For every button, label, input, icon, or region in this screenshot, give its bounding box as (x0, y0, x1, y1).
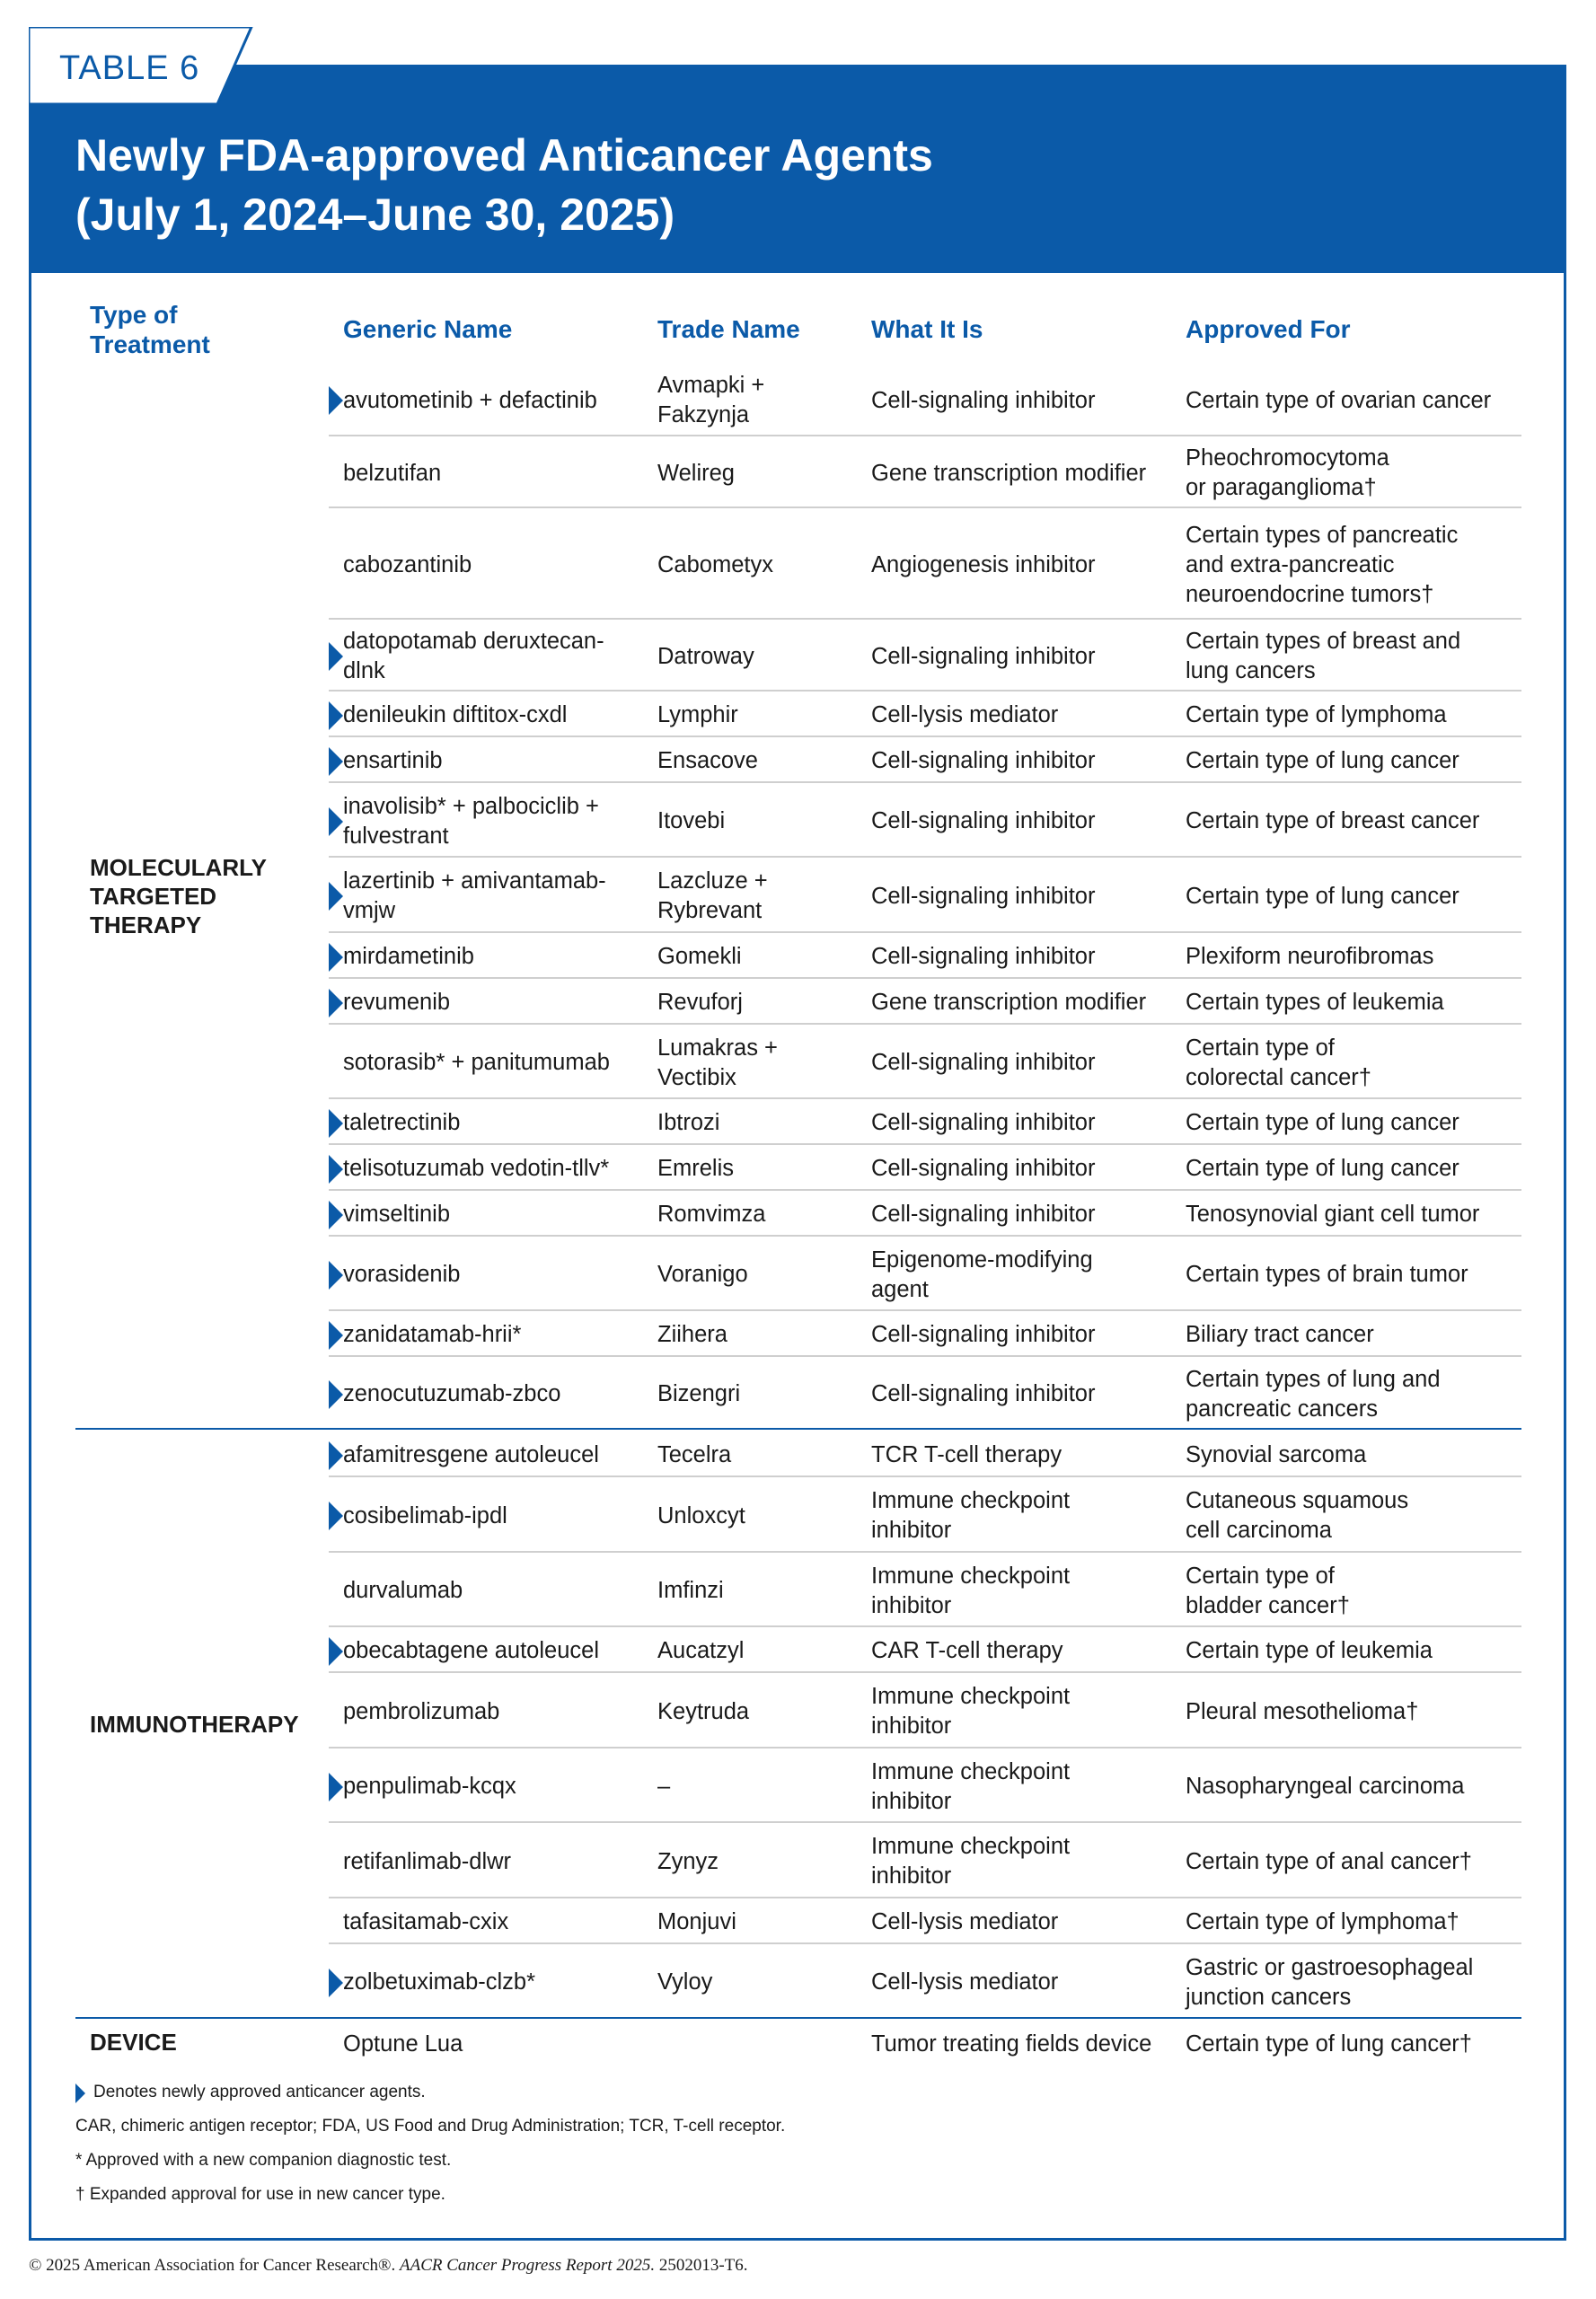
generic-name-cell: taletrectinib (343, 1110, 461, 1135)
generic-name-cell: vimseltinib (343, 1202, 451, 1227)
trade-name-cell: Avmapki + Fakzynja (657, 373, 765, 427)
trade-name-cell: Imfinzi (657, 1578, 724, 1603)
generic-name-cell: sotorasib* + panitumumab (343, 1050, 610, 1075)
trade-name-cell: Emrelis (657, 1156, 735, 1181)
trade-name-cell: Gomekli (657, 944, 742, 969)
footnote-dagger: † Expanded approval for use in new cancer type. (75, 2185, 445, 2204)
title-line-1: Newly FDA-approved Anticancer Agents (75, 130, 933, 181)
approved-for-cell: Certain type of lymphoma (1186, 702, 1447, 727)
new-agent-marker-icon (329, 1155, 343, 1184)
approved-for-cell: Certain type of lung cancer (1186, 883, 1459, 909)
what-it-is-cell: Immune checkpoint inhibitor (871, 1488, 1071, 1543)
trade-name-cell: Zynyz (657, 1848, 719, 1874)
generic-name-cell: tafasitamab-cxix (343, 1909, 509, 1934)
what-it-is-cell: CAR T-cell therapy (871, 1638, 1063, 1663)
new-agent-marker-icon (329, 1261, 343, 1290)
footnote-asterisk: * Approved with a new companion diagnostic test. (75, 2151, 452, 2170)
title-line-2: (July 1, 2024–June 30, 2025) (75, 189, 675, 240)
new-agent-marker-icon (329, 1441, 343, 1470)
table-row (329, 1240, 1521, 1311)
table-row (329, 2024, 1521, 2065)
what-it-is-cell: Cell-signaling inhibitor (871, 387, 1096, 413)
approved-for-cell: Certain type of colorectal cancer† (1186, 1035, 1371, 1090)
what-it-is-cell: Immune checkpoint inhibitor (871, 1758, 1071, 1814)
table-row (329, 1481, 1521, 1553)
what-it-is-cell: Cell-signaling inhibitor (871, 808, 1096, 833)
what-it-is-cell: Cell-signaling inhibitor (871, 1050, 1096, 1075)
what-it-is-cell: Cell-signaling inhibitor (871, 1110, 1096, 1135)
trade-name-cell: Romvimza (657, 1202, 766, 1227)
approved-for-cell: Plexiform neurofibromas (1186, 944, 1434, 969)
table-tab-label: TABLE 6 (59, 49, 200, 87)
new-agent-marker-icon (329, 747, 343, 776)
approved-for-cell: Tenosynovial giant cell tumor (1186, 1202, 1480, 1227)
trade-name-cell: Ibtrozi (657, 1110, 720, 1135)
generic-name-cell: zenocutuzumab-zbco (343, 1381, 561, 1406)
trade-name-cell: Welireg (657, 460, 735, 486)
what-it-is-cell: Cell-signaling inhibitor (871, 1381, 1096, 1406)
header-what-it-is: What It Is (871, 315, 983, 343)
table-row (329, 1361, 1521, 1428)
table-row (329, 1194, 1521, 1237)
new-agent-marker-icon (329, 1773, 343, 1801)
footnote-abbreviations: CAR, chimeric antigen receptor; FDA, US Food and Drug Administration; TCR, T-cell receptor. (75, 2117, 786, 2136)
table-row (329, 440, 1521, 508)
approved-for-cell: Certain types of breast and lung cancers (1186, 629, 1461, 683)
trade-name-cell: Ensacove (657, 748, 758, 773)
generic-name-cell: belzutifan (343, 460, 442, 486)
new-agent-marker-icon (329, 386, 343, 415)
approved-for-cell: Biliary tract cancer (1186, 1322, 1374, 1347)
trade-name-cell: Lumakras + Vectibix (657, 1035, 778, 1090)
table-row (329, 366, 1521, 436)
table-row (329, 861, 1521, 933)
approved-for-cell: Nasopharyngeal carcinoma (1186, 1774, 1465, 1799)
generic-name-cell: cabozantinib (343, 551, 472, 577)
table-tab (29, 27, 253, 106)
what-it-is-cell: Cell-lysis mediator (871, 1909, 1059, 1934)
page-title (75, 126, 933, 244)
approved-for-cell: Certain type of breast cancer (1186, 808, 1480, 833)
trade-name-cell: Itovebi (657, 808, 726, 833)
what-it-is-cell: Cell-signaling inhibitor (871, 748, 1096, 773)
what-it-is-cell: Gene transcription modifier (871, 460, 1147, 486)
new-agent-marker-icon (329, 989, 343, 1017)
table-row (329, 1149, 1521, 1191)
footnote-marker: Denotes newly approved anticancer agents. (93, 2083, 426, 2101)
what-it-is-cell: Immune checkpoint inhibitor (871, 1834, 1071, 1889)
trade-name-cell: Vyloy (657, 1969, 713, 1995)
what-it-is-cell: Cell-signaling inhibitor (871, 944, 1096, 969)
generic-name-cell: zanidatamab-hrii* (343, 1322, 522, 1347)
new-agent-marker-icon (329, 807, 343, 836)
generic-name-cell: telisotuzumab vedotin-tllv* (343, 1156, 610, 1181)
header-approved-for: Approved For (1186, 315, 1351, 343)
approved-for-cell: Synovial sarcoma (1186, 1442, 1367, 1467)
what-it-is-cell: TCR T-cell therapy (871, 1442, 1063, 1467)
table-row (329, 623, 1521, 691)
group-label-targeted: MOLECULARLY TARGETED THERAPY (90, 854, 267, 938)
what-it-is-cell: Gene transcription modifier (871, 990, 1147, 1015)
approved-for-cell: Certain types of leukemia (1186, 990, 1444, 1015)
new-agent-marker-icon (329, 1109, 343, 1138)
header-type-of-treatment: Type of Treatment (90, 301, 210, 358)
approved-for-cell: Certain types of pancreatic and extra-pancreatic neuroendocrine tumors† (1186, 522, 1459, 607)
trade-name-cell: Tecelra (657, 1442, 732, 1467)
generic-name-cell: datopotamab deruxtecan- dlnk (343, 629, 604, 683)
table-row (329, 1103, 1521, 1145)
table-row (329, 1315, 1521, 1357)
approved-for-cell: Pheochromocytoma or paraganglioma† (1186, 445, 1389, 500)
what-it-is-cell: Cell-lysis mediator (871, 1969, 1059, 1995)
what-it-is-cell: Tumor treating fields device (871, 2031, 1152, 2057)
generic-name-cell: obecabtagene autoleucel (343, 1638, 599, 1663)
trade-name-cell: Aucatzyl (657, 1638, 745, 1663)
trade-name-cell: Ziihera (657, 1322, 727, 1347)
trade-name-cell (657, 2024, 855, 2065)
generic-name-cell: durvalumab (343, 1578, 463, 1603)
table-row (329, 1028, 1521, 1099)
generic-name-cell: denileukin diftitox-cxdl (343, 702, 568, 727)
table-row (329, 741, 1521, 783)
trade-name-cell: Keytruda (657, 1698, 750, 1724)
generic-name-cell: penpulimab-kcqx (343, 1774, 516, 1799)
what-it-is-cell: Cell-signaling inhibitor (871, 643, 1096, 669)
trade-name-cell: Lazcluze + Rybrevant (657, 868, 768, 923)
new-agent-marker-icon (329, 701, 343, 730)
table-row (329, 1827, 1521, 1898)
new-agent-marker-icon (329, 1969, 343, 1997)
table-row (329, 937, 1521, 979)
generic-name-cell: Optune Lua (343, 2031, 463, 2057)
approved-for-cell: Certain types of brain tumor (1186, 1262, 1468, 1287)
generic-name-cell: ensartinib (343, 748, 443, 773)
trade-name-cell: Monjuvi (657, 1909, 736, 1934)
group-label-immunotherapy: IMMUNOTHERAPY (90, 1711, 299, 1738)
what-it-is-cell: Immune checkpoint inhibitor (871, 1684, 1071, 1739)
new-agent-marker-icon (329, 1502, 343, 1530)
copyright-code: 2502013-T6. (658, 2256, 748, 2275)
what-it-is-cell: Cell-signaling inhibitor (871, 1322, 1096, 1347)
group-divider (75, 2017, 1521, 2019)
generic-name-cell: retifanlimab-dlwr (343, 1848, 512, 1874)
group-label-device: DEVICE (90, 2029, 177, 2056)
group-divider (75, 1428, 1521, 1430)
table-row (329, 1902, 1521, 1944)
what-it-is-cell: Immune checkpoint inhibitor (871, 1563, 1071, 1618)
trade-name-cell: Cabometyx (657, 551, 773, 577)
new-agent-marker-icon (329, 642, 343, 671)
generic-name-cell: revumenib (343, 990, 451, 1015)
copyright-report: AACR Cancer Progress Report 2025. (399, 2256, 656, 2275)
what-it-is-cell: Cell-signaling inhibitor (871, 1202, 1096, 1227)
generic-name-cell: avutometinib + defactinib (343, 387, 597, 413)
trade-name-cell: Datroway (657, 643, 754, 669)
approved-for-cell: Certain type of bladder cancer† (1186, 1563, 1350, 1618)
approved-for-cell: Cutaneous squamous cell carcinoma (1186, 1488, 1409, 1543)
new-agent-marker-icon (329, 882, 343, 911)
new-agent-marker-icon (329, 1380, 343, 1409)
table-row (329, 1631, 1521, 1673)
generic-name-cell: vorasidenib (343, 1262, 461, 1287)
generic-name-cell: pembrolizumab (343, 1698, 500, 1724)
generic-name-cell: mirdametinib (343, 944, 474, 969)
new-agent-marker-icon (329, 1637, 343, 1666)
approved-for-cell: Gastric or gastroesophageal junction cancers (1186, 1954, 1474, 2010)
copyright-prefix: © 2025 American Association for Cancer Research®. (29, 2256, 396, 2275)
generic-name-cell: zolbetuximab-clzb* (343, 1969, 536, 1995)
table-row (329, 982, 1521, 1025)
table-row (329, 1752, 1521, 1823)
new-agent-marker-icon (329, 1201, 343, 1229)
copyright-line (29, 2256, 748, 2276)
approved-for-cell: Certain type of lung cancer (1186, 1156, 1459, 1181)
generic-name-cell: cosibelimab-ipdl (343, 1502, 507, 1528)
table-row (329, 1948, 1521, 2017)
new-agent-marker-icon (329, 943, 343, 972)
what-it-is-cell: Cell-signaling inhibitor (871, 1156, 1096, 1181)
table-row (329, 512, 1521, 620)
trade-name-cell: Voranigo (657, 1262, 748, 1287)
what-it-is-cell: Cell-signaling inhibitor (871, 883, 1096, 909)
header-trade-name: Trade Name (657, 315, 800, 343)
approved-for-cell: Certain type of lung cancer (1186, 748, 1459, 773)
table-row (329, 695, 1521, 737)
trade-name-cell: Bizengri (657, 1381, 741, 1406)
approved-for-cell: Certain types of lung and pancreatic cancers (1186, 1366, 1441, 1422)
trade-name-cell: – (657, 1774, 671, 1799)
generic-name-cell: afamitresgene autoleucel (343, 1442, 599, 1467)
table-row (329, 1556, 1521, 1627)
what-it-is-cell: Angiogenesis inhibitor (871, 551, 1096, 577)
approved-for-cell: Certain type of ovarian cancer (1186, 387, 1492, 413)
approved-for-cell: Certain type of lymphoma† (1186, 1909, 1459, 1934)
trade-name-cell: Revuforj (657, 990, 743, 1015)
new-agent-marker-icon (329, 1321, 343, 1350)
approved-for-cell: Certain type of lung cancer (1186, 1110, 1459, 1135)
approved-for-cell: Certain type of lung cancer† (1186, 2031, 1472, 2057)
new-agent-marker-icon (75, 2083, 85, 2103)
approved-for-cell: Certain type of anal cancer† (1186, 1848, 1472, 1874)
trade-name-cell: Lymphir (657, 702, 738, 727)
table-row (329, 1435, 1521, 1477)
table-row (329, 787, 1521, 858)
approved-for-cell: Pleural mesothelioma† (1186, 1698, 1419, 1724)
what-it-is-cell: Epigenome-modifying agent (871, 1246, 1093, 1302)
header-generic-name: Generic Name (343, 315, 513, 343)
generic-name-cell: inavolisib* + palbociclib + fulvestrant (343, 793, 599, 849)
what-it-is-cell: Cell-lysis mediator (871, 702, 1059, 727)
approved-for-cell: Certain type of leukemia (1186, 1638, 1433, 1663)
table-row (329, 1677, 1521, 1748)
trade-name-cell: Unloxcyt (657, 1502, 745, 1528)
generic-name-cell: lazertinib + amivantamab- vmjw (343, 868, 606, 923)
